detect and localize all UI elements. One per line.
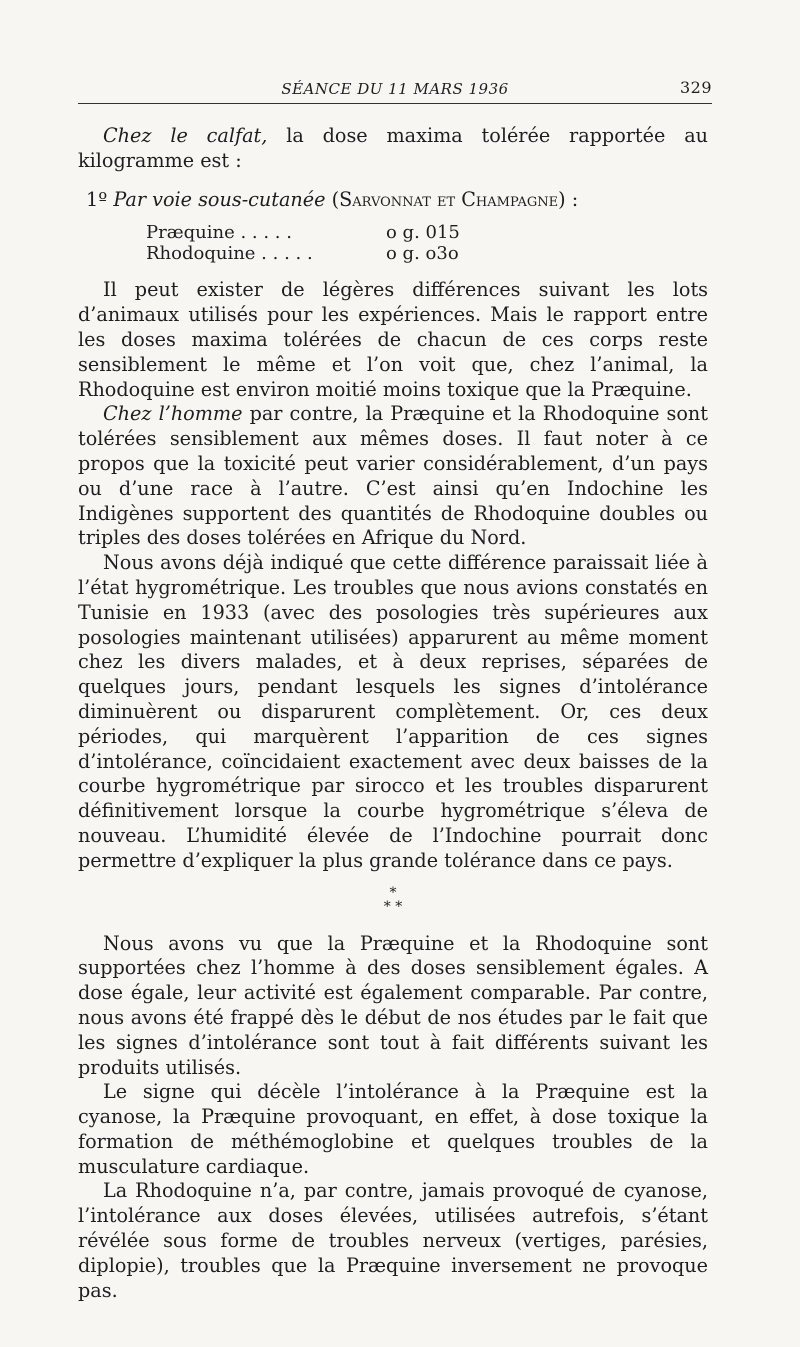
paragraph-text: la dose maxima tolérée rapportée au kilogramme est : xyxy=(78,124,708,172)
paragraph-homme xyxy=(78,402,708,551)
paragraph-text: par contre, la Præquine et la Rhodoquine sont tolérées sensiblement aux mêmes doses. Il faut noter à ce propos que la toxicité peut varier considérablement, d’un pays ou d’une race à l’autre. C’est ainsi qu’en Indochine les Indigènes supportent des quantités de Rhodoquine doubles ou triples des doses tolérées en Afrique du Nord. xyxy=(78,402,708,550)
page-body xyxy=(78,124,708,1303)
section-separator xyxy=(78,886,708,914)
paragraph-differences: Il peut exister de légères différences suivant les lots d’animaux utilisés pour les expériences. Mais le rapport entre les doses maxima tolérées de chacun de ces corps reste sensiblement le même et l’on voit que, chez l’animal, la Rhodoquine est environ moitié moins toxique que la Præquine. xyxy=(78,278,708,401)
paragraph-comparaison: Nous avons vu que la Præquine et la Rhodoquine sont supportées chez l’homme à des doses sensiblement égales. A dose égale, leur activité est également comparable. Par contre, nous avons été frappé dès le début de nos études par le fait que les signes d’intolérance sont tout à fait différents suivant les produits utilisés. xyxy=(78,931,708,1079)
running-title: SÉANCE DU 11 MARS 1936 xyxy=(281,80,509,98)
italic-phrase: Chez le calfat, xyxy=(103,124,268,147)
dose-value: o g. 015 xyxy=(386,222,460,244)
italic-phrase: Chez l’homme xyxy=(103,402,243,426)
dose-row xyxy=(146,243,708,264)
running-header xyxy=(78,76,712,102)
item-authors: (Sarvonnat et Champagne) : xyxy=(331,187,579,211)
item-number: 1º xyxy=(86,187,108,211)
asterisk-top: * xyxy=(389,884,397,901)
header-rule xyxy=(78,103,712,104)
dose-name: Præquine . . . . . xyxy=(146,222,292,244)
asterisks-bottom: * * xyxy=(383,898,403,915)
dose-name: Rhodoquine . . . . . xyxy=(146,243,313,265)
page-number: 329 xyxy=(679,78,712,97)
list-item xyxy=(78,188,708,213)
dose-value: o g. o3o xyxy=(386,243,459,265)
dose-row xyxy=(146,222,708,243)
paragraph-hygrometrie: Nous avons déjà indiqué que cette différence paraissait liée à l’état hygrométrique. Les troubles que nous avions constatés en Tunisie en 1933 (avec des posologies très supérieures aux posologies maintenant utilisées) apparurent au même moment chez les divers malades, et à deux reprises, séparées de quelques jours, pendant lesquels les signes d’intolérance diminuèrent ou disparurent complètement. Or, ces deux périodes, qui marquèrent l’apparition de ces signes d’intolérance, coïncidaient exactement avec deux baisses de la courbe hygrométrique par sirocco et les troubles disparurent définitivement lorsque la courbe hygrométrique s’éleva de nouveau. L’humidité élevée de l’Indochine pourrait donc permettre d’expliquer la plus grande tolérance dans ce pays. xyxy=(78,551,708,872)
dose-table xyxy=(146,222,708,264)
paragraph-calfat xyxy=(78,124,708,174)
paragraph-rhodoquine: La Rhodoquine n’a, par contre, jamais provoqué de cyanose, l’intolérance aux doses élevées, utilisées autrefois, s’étant révélée sous forme de troubles nerveux (vertiges, parésies, diplopie), troubles que la Præquine inversement ne provoque pas. xyxy=(78,1179,708,1302)
paragraph-cyanose: Le signe qui décèle l’intolérance à la Præquine est la cyanose, la Præquine provoquant, en effet, à dose toxique la formation de méthémoglobine et quelques troubles de la musculature cardiaque. xyxy=(78,1080,708,1178)
item-route: Par voie sous-cutanée xyxy=(113,187,326,211)
